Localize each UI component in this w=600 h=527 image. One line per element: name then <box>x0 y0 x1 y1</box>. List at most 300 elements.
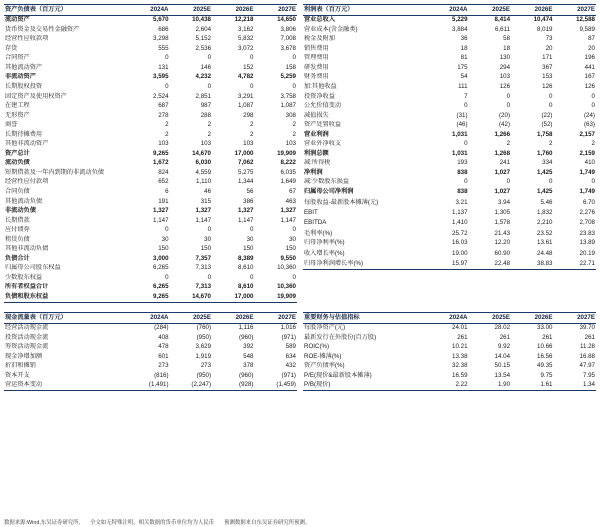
table-row <box>4 323 297 333</box>
table-row <box>303 111 596 121</box>
table-row <box>303 352 596 362</box>
row-value: 386 <box>243 197 254 205</box>
row-value: 2 <box>591 140 595 148</box>
table-row <box>4 371 297 381</box>
table-row <box>303 25 596 35</box>
balance-sheet-header-row <box>4 5 297 16</box>
row-value: 1,031 <box>452 149 468 157</box>
table-row <box>303 159 596 169</box>
row-value: 3,000 <box>153 254 169 262</box>
row-value: 838 <box>457 168 468 176</box>
row-value: 9,265 <box>127 292 169 302</box>
table-row <box>303 198 596 208</box>
table-row <box>303 130 596 140</box>
row-value: 15.97 <box>426 259 468 269</box>
balance-sheet-body <box>4 15 297 302</box>
row-label: 营业成本(含金融类) <box>304 25 358 33</box>
table-row <box>303 343 596 353</box>
row-value: 30 <box>246 235 254 243</box>
row-label: 管理费用 <box>304 54 329 62</box>
row-value: 478 <box>158 343 169 351</box>
row-value: 0 <box>591 92 595 100</box>
row-value: 5.46 <box>540 198 553 206</box>
row-value: 838 <box>457 187 468 195</box>
row-value: 8,222 <box>280 159 296 167</box>
table-row <box>4 63 297 73</box>
key-metrics-year-0: 2024A <box>426 312 468 323</box>
row-value: 2,276 <box>579 209 595 217</box>
row-value: 103 <box>158 140 169 148</box>
row-value: (1,491) <box>127 381 169 391</box>
row-label: 经营性应收款项 <box>5 35 49 43</box>
row-label: 筹资活动现金流 <box>5 343 49 351</box>
row-value: 1,578 <box>494 219 511 226</box>
table-row <box>303 121 596 131</box>
row-value: 146 <box>200 63 212 71</box>
row-value: 408 <box>158 333 169 341</box>
row-value: 30 <box>204 235 212 243</box>
row-value: 2,536 <box>195 44 212 52</box>
table-row <box>303 178 596 188</box>
row-value: 0 <box>591 102 595 110</box>
row-value: 13.38 <box>452 352 468 360</box>
row-value: 0 <box>207 273 212 281</box>
row-value: 0 <box>464 178 468 186</box>
row-label: 归属母公司净利润 <box>304 187 354 195</box>
row-label: 归属母公司股东权益 <box>5 264 61 272</box>
row-label: 固定资产及使用权资产 <box>5 92 67 100</box>
row-value: 0 <box>549 102 553 110</box>
row-value: 103 <box>243 140 254 148</box>
table-row <box>303 54 596 64</box>
table-row <box>4 187 297 197</box>
row-label: 最新发行在外股份(百万股) <box>304 333 377 341</box>
row-value: 0 <box>506 178 511 186</box>
row-label: 应付债券 <box>5 226 30 234</box>
row-value: 50.15 <box>494 362 511 370</box>
row-value: 7,357 <box>195 254 212 262</box>
row-label: 少数股东权益 <box>5 273 43 281</box>
table-row <box>4 159 297 169</box>
row-value: 2 <box>165 130 169 138</box>
row-value: 6,265 <box>153 264 169 272</box>
row-value: 3,806 <box>280 25 296 33</box>
row-value: (46) <box>456 121 468 129</box>
row-value: 1,268 <box>494 149 511 157</box>
key-metrics-header-row <box>303 312 596 323</box>
balance-sheet-year-1: 2025E <box>170 5 212 16</box>
row-value: 2 <box>165 121 169 129</box>
row-value: 12.20 <box>494 239 511 247</box>
income-statement-body <box>303 15 596 269</box>
row-value: 8,414 <box>494 16 511 24</box>
row-value: 8,389 <box>238 254 254 262</box>
row-label: 归母净利率(%) <box>304 239 345 247</box>
row-label: 经营活动现金流 <box>5 324 49 332</box>
table-row <box>4 54 297 64</box>
balance-sheet-year-0: 2024A <box>127 5 169 16</box>
row-label: 资产总计 <box>5 149 30 157</box>
row-value: 49.35 <box>537 362 553 370</box>
row-value: 0 <box>464 102 468 110</box>
row-value: 3.94 <box>497 198 511 206</box>
table-row <box>4 121 297 131</box>
row-label: 其他非流动资产 <box>5 140 49 148</box>
table-row <box>4 254 297 264</box>
row-label: P/E(现价&最新股本摊薄) <box>304 371 372 379</box>
row-value: 0 <box>165 54 169 62</box>
row-value: 30 <box>161 235 169 243</box>
row-value: 1,327 <box>153 207 169 215</box>
row-value: 6.70 <box>582 198 595 206</box>
row-value: 7,062 <box>238 159 254 167</box>
row-label: P/B(现价) <box>303 381 426 391</box>
balance-sheet-title: 资产负债表（百万元） <box>4 5 127 16</box>
key-metrics-table <box>303 312 596 391</box>
table-row <box>4 283 297 293</box>
row-value: 7.95 <box>582 371 595 379</box>
row-value: 294 <box>499 63 511 71</box>
cash-flow-title: 现金流量表（百万元） <box>4 312 127 323</box>
row-label: 每股收益-最新股本摊薄(元) <box>304 198 379 206</box>
row-value: (1,459) <box>255 381 298 391</box>
row-label: ROE-摊薄(%) <box>304 352 342 360</box>
row-value: 126 <box>584 82 595 90</box>
table-row <box>303 323 596 333</box>
income-statement-year-3: 2027E <box>554 5 597 16</box>
row-value: 2 <box>207 130 212 138</box>
row-value: 130 <box>499 54 511 62</box>
table-row <box>4 273 297 283</box>
row-label: 流动负债 <box>5 159 30 167</box>
table-row <box>303 259 596 269</box>
row-value: (971) <box>281 371 296 379</box>
row-label: 减:少数股东损益 <box>304 178 350 186</box>
row-label: 减值损失 <box>304 111 329 119</box>
row-value: 10.21 <box>452 343 468 351</box>
row-value: 1,832 <box>537 209 553 217</box>
table-row <box>303 63 596 73</box>
row-value: 0 <box>292 82 296 90</box>
bottom-tables-row <box>0 310 600 394</box>
table-row <box>303 239 596 249</box>
table-row <box>4 197 297 207</box>
row-value: 261 <box>542 333 553 341</box>
row-label: 负债合计 <box>5 254 30 262</box>
row-value: (24) <box>583 111 595 119</box>
row-value: 1,327 <box>195 207 212 215</box>
row-value: 2 <box>250 121 254 129</box>
row-value: 38.83 <box>511 259 553 269</box>
row-value: 278 <box>158 111 169 119</box>
row-value: 73 <box>545 35 553 43</box>
row-value: 2 <box>292 121 296 129</box>
row-value: (31) <box>456 111 468 119</box>
row-value: 16.88 <box>579 352 595 360</box>
row-value: 150 <box>285 245 296 253</box>
row-value: 12,588 <box>576 16 595 24</box>
row-value: 2,159 <box>579 149 595 157</box>
row-value: 13.89 <box>579 239 595 247</box>
row-value: 10.66 <box>537 343 553 351</box>
row-label: 投资净收益 <box>304 92 335 100</box>
key-metrics-year-3: 2027E <box>554 312 597 323</box>
row-value: 8,610 <box>238 283 254 291</box>
row-value: 3,162 <box>238 25 254 33</box>
cash-flow-year-0: 2024A <box>127 312 169 323</box>
row-value: 1,758 <box>537 130 553 138</box>
row-value: 5,229 <box>452 16 468 24</box>
row-value: 47.97 <box>579 362 595 370</box>
row-value: 4,232 <box>195 73 212 81</box>
row-label: 负债和股东权益 <box>4 292 127 302</box>
table-row <box>4 206 297 216</box>
table-row <box>303 333 596 343</box>
row-value: 5,670 <box>153 16 169 24</box>
row-value: 4,559 <box>195 168 212 176</box>
footer-source-note <box>4 518 596 526</box>
row-label: 营业总收入 <box>304 16 335 24</box>
row-value: 0 <box>250 82 254 90</box>
row-value: 87 <box>588 35 595 43</box>
table-row <box>303 381 596 391</box>
row-value: 17,000 <box>234 149 254 157</box>
row-value: 2,851 <box>195 92 212 100</box>
row-value: 1,116 <box>238 324 254 332</box>
row-value: (950) <box>196 333 212 341</box>
row-value: 0 <box>549 92 553 100</box>
row-label: 长期股权投资 <box>5 82 43 90</box>
balance-sheet-year-2: 2026E <box>212 5 254 16</box>
row-value: 1,266 <box>494 130 511 138</box>
row-value: 1,110 <box>195 178 212 186</box>
row-value: 153 <box>542 73 553 81</box>
row-value: 67 <box>289 187 296 195</box>
row-value: 1,649 <box>280 178 296 186</box>
row-value: 28.02 <box>494 324 511 332</box>
row-value: 0 <box>165 273 169 281</box>
row-value: 1,031 <box>452 130 468 138</box>
row-label: 货币资金及交易性金融资产 <box>5 25 80 33</box>
row-value: 3,298 <box>153 35 169 43</box>
row-value: 273 <box>200 362 212 370</box>
row-value: 1,137 <box>452 209 468 217</box>
table-row <box>303 44 596 54</box>
row-value: 601 <box>158 352 169 360</box>
row-label: 每股净资产(元) <box>304 324 346 332</box>
row-label: EBITDA <box>304 219 327 226</box>
row-label: 租赁负债 <box>5 235 30 243</box>
row-value: 2 <box>250 130 254 138</box>
row-value: 1,147 <box>280 216 296 224</box>
row-label: 所有者权益合计 <box>5 283 49 291</box>
row-value: 3,758 <box>280 92 296 100</box>
table-row <box>303 92 596 102</box>
row-value: 548 <box>243 352 254 360</box>
row-value: 14,670 <box>170 292 212 302</box>
row-value: 1,425 <box>537 187 553 195</box>
row-value: 33.00 <box>537 324 553 332</box>
row-value: 19,909 <box>277 149 296 157</box>
row-value: 1,087 <box>238 102 254 110</box>
row-value: 7 <box>464 92 468 100</box>
table-row <box>303 209 596 219</box>
row-label: 减:所得税 <box>304 159 331 167</box>
row-label: 经营性应付款项 <box>5 178 49 186</box>
row-value: 24.48 <box>537 250 553 258</box>
cash-flow-body <box>4 323 297 391</box>
row-value: 1,147 <box>153 216 169 224</box>
row-value: 2,524 <box>153 92 169 100</box>
row-value: 1,305 <box>494 209 511 217</box>
row-value: 2.22 <box>426 381 468 391</box>
row-label: ROIC(%) <box>304 343 330 351</box>
row-value: 9.75 <box>540 371 553 379</box>
row-label: 营业外净收支 <box>304 140 342 148</box>
row-label: 非流动资产 <box>5 73 36 81</box>
row-value: 6,030 <box>195 159 212 167</box>
row-value: 111 <box>458 82 468 90</box>
row-value: 288 <box>200 111 212 119</box>
row-label: 在建工程 <box>5 102 30 110</box>
row-value: 7,008 <box>280 35 296 43</box>
table-row <box>4 264 297 274</box>
row-value: 1,147 <box>238 216 254 224</box>
row-value: 1,919 <box>195 352 212 360</box>
row-value: 193 <box>457 159 468 167</box>
row-label: 长期待摊费用 <box>5 130 43 138</box>
row-value: 17,000 <box>212 292 254 302</box>
row-value: 1,087 <box>280 102 296 110</box>
row-value: 0 <box>549 178 553 186</box>
balance-sheet-column <box>4 4 297 306</box>
row-value: 1,327 <box>280 207 296 215</box>
row-value: 25.72 <box>452 229 468 237</box>
row-value: (950) <box>196 371 212 379</box>
row-label: 投资活动现金流 <box>5 333 49 341</box>
row-value: 0 <box>165 226 169 234</box>
income-statement-year-1: 2025E <box>469 5 511 16</box>
row-value: 10,438 <box>192 16 212 24</box>
row-value: 14,670 <box>192 149 212 157</box>
row-value: 0 <box>464 140 468 148</box>
balance-sheet-table <box>4 4 297 303</box>
cash-flow-year-2: 2026E <box>212 312 254 323</box>
table-row <box>4 381 297 391</box>
row-label: 资产处置收益 <box>304 121 342 129</box>
footer-note-currency: 全文如无特殊注明，相关数据的货币单位均为人民币 <box>90 520 215 526</box>
row-value: 167 <box>584 73 595 81</box>
row-label: 其他流动资产 <box>5 63 43 71</box>
table-row <box>4 226 297 236</box>
row-value: 150 <box>200 245 212 253</box>
row-value: 126 <box>542 82 553 90</box>
row-label: 折旧和摊销 <box>5 362 36 370</box>
row-value: 8,610 <box>238 264 254 272</box>
row-value: 987 <box>200 102 212 110</box>
row-value: 0 <box>292 273 296 281</box>
key-metrics-year-1: 2025E <box>469 312 511 323</box>
row-value: (284) <box>154 324 169 332</box>
row-value: (760) <box>196 324 212 332</box>
row-value: 1,147 <box>195 216 212 224</box>
row-value: 2 <box>549 140 553 148</box>
row-label: 长期借款 <box>5 216 30 224</box>
row-value: 11.28 <box>579 343 595 351</box>
income-statement-title: 利润表（百万元） <box>303 5 426 16</box>
row-value: 8,019 <box>537 25 553 33</box>
table-row <box>4 92 297 102</box>
table-row <box>303 140 596 150</box>
row-value: 103 <box>200 140 212 148</box>
row-value: 5,152 <box>195 35 212 43</box>
row-value: 10,474 <box>533 16 553 24</box>
row-label: 收入增长率(%) <box>304 250 345 258</box>
row-value: 158 <box>285 63 296 71</box>
row-value: 0 <box>292 226 296 234</box>
table-row <box>4 130 297 140</box>
table-row <box>4 333 297 343</box>
row-value: 3,884 <box>452 25 468 33</box>
row-value: 81 <box>460 54 468 62</box>
row-value: 1.61 <box>511 381 553 391</box>
row-value: (960) <box>239 371 254 379</box>
table-row <box>4 292 297 302</box>
row-label: 无形资产 <box>5 111 30 119</box>
row-value: 2 <box>207 121 212 129</box>
income-statement-year-0: 2024A <box>426 5 468 16</box>
row-value: 12,218 <box>234 16 254 24</box>
table-row <box>303 35 596 45</box>
row-value: 0 <box>207 54 212 62</box>
row-value: 1,344 <box>238 178 254 186</box>
cash-flow-year-3: 2027E <box>255 312 298 323</box>
row-value: 1,425 <box>537 168 553 176</box>
row-label: 其他非流动负债 <box>5 245 49 253</box>
row-value: 20 <box>545 44 553 52</box>
table-row <box>303 82 596 92</box>
row-value: 432 <box>285 362 296 370</box>
row-value: (2,247) <box>170 381 212 391</box>
row-value: 3,678 <box>280 44 296 52</box>
row-value: 1,027 <box>494 187 511 195</box>
row-value: 10,360 <box>277 264 296 272</box>
row-label: 毛利率(%) <box>304 229 333 237</box>
row-value: 39.70 <box>579 324 595 332</box>
table-row <box>4 235 297 245</box>
row-value: 150 <box>158 245 169 253</box>
row-value: 824 <box>158 168 169 176</box>
row-value: 589 <box>285 343 296 351</box>
row-value: 273 <box>158 362 169 370</box>
row-value: 367 <box>542 63 553 71</box>
row-value: 150 <box>243 245 254 253</box>
row-value: 5,259 <box>280 73 296 81</box>
row-value: 1,410 <box>452 219 468 226</box>
table-row <box>4 35 297 45</box>
row-value: 0 <box>207 226 212 234</box>
row-value: 4,782 <box>238 73 254 81</box>
row-value: 171 <box>542 54 553 62</box>
key-metrics-body <box>303 323 596 391</box>
row-label: 存货 <box>5 44 18 52</box>
row-value: 9.92 <box>497 343 511 351</box>
row-value: 1,760 <box>537 149 553 157</box>
row-value: 13.54 <box>494 371 511 379</box>
row-value: 3,629 <box>195 343 212 351</box>
table-row <box>4 82 297 92</box>
table-row <box>303 73 596 83</box>
